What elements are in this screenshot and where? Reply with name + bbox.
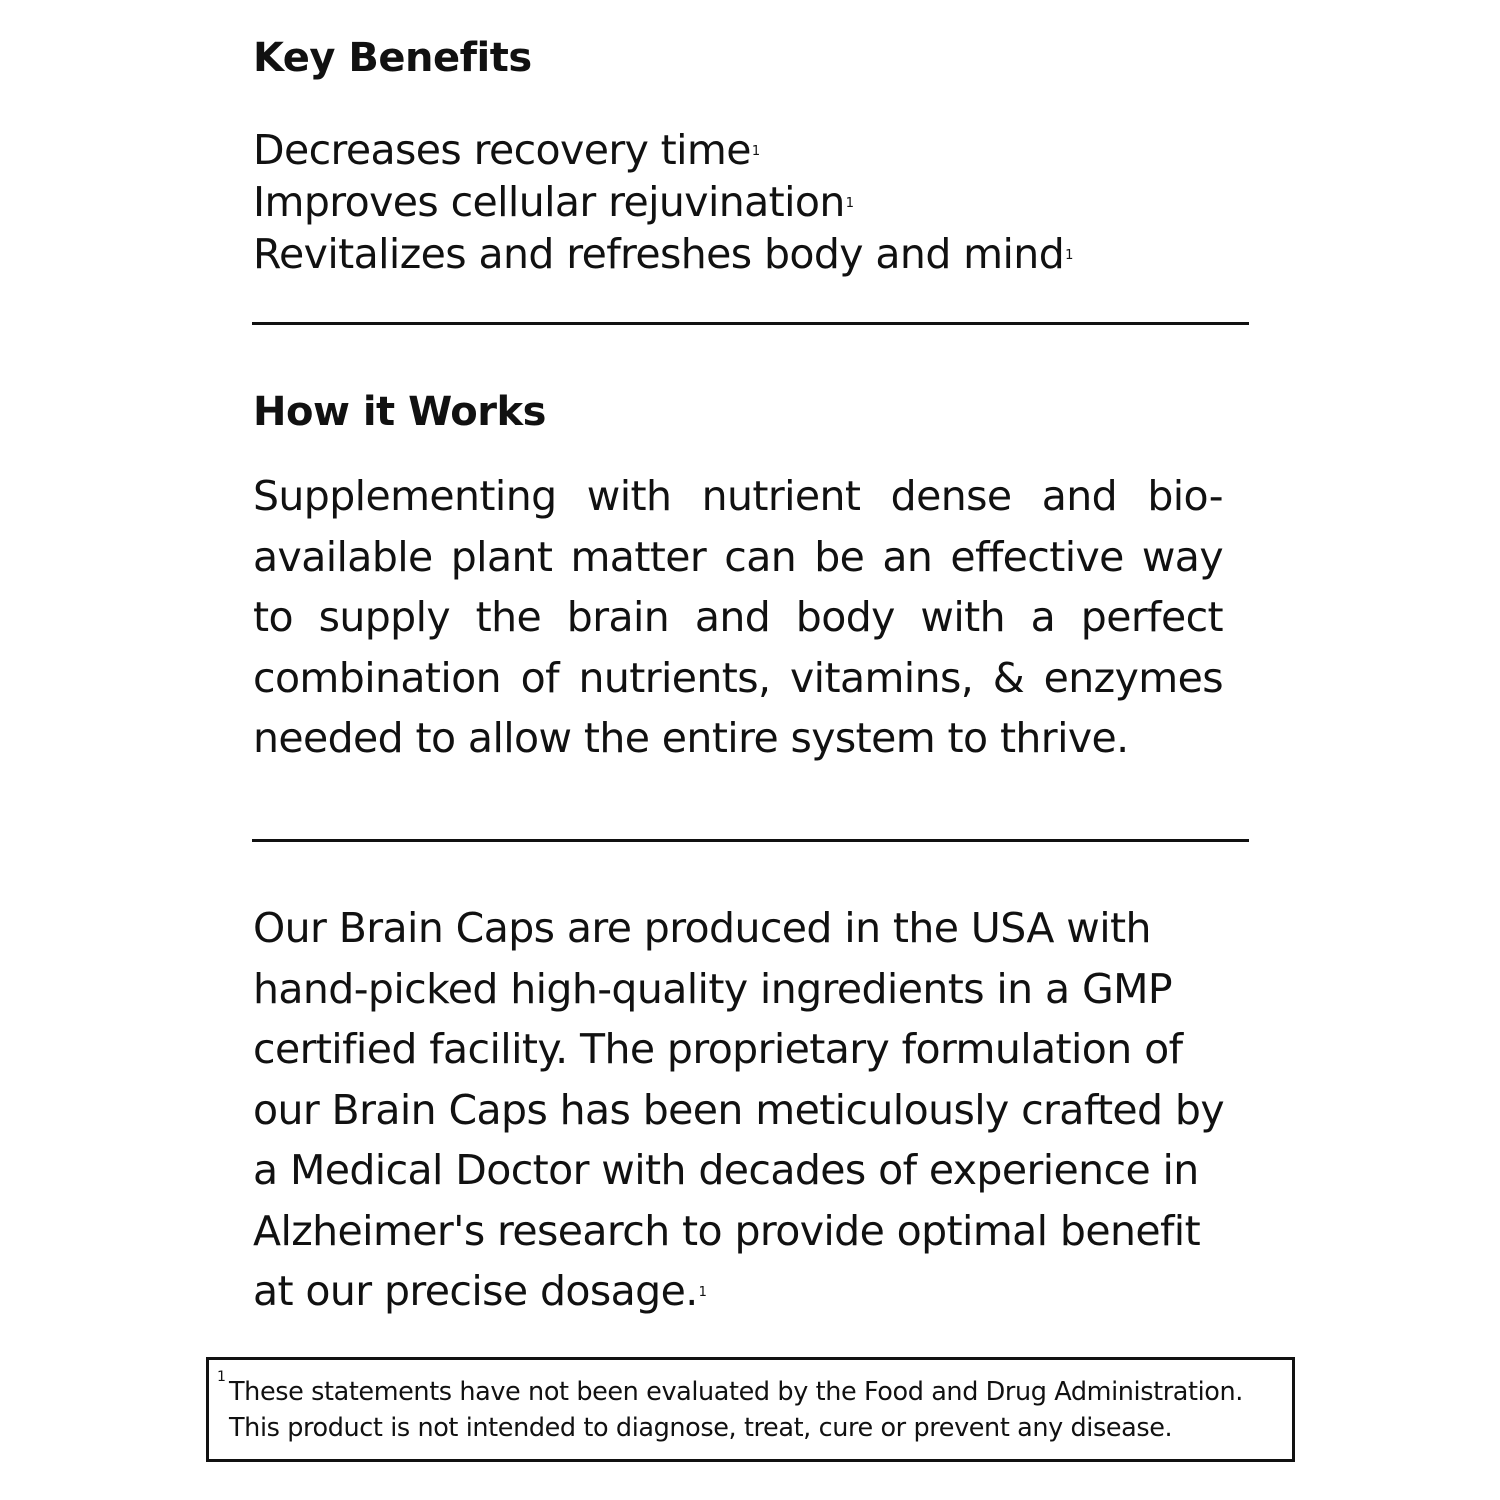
brain-caps-text: Our Brain Caps are produced in the USA with hand-picked high-quality ingredients in a GMP certified facility. The proprietary formulation of our Brain Caps has been meticulously crafted by a Medical Doctor with decades of experience in Alzheimer's research to provide optimal benefit at our precise dosage. bbox=[253, 904, 1224, 1315]
benefit-text: Revitalizes and refreshes body and mind bbox=[253, 230, 1065, 278]
how-it-works-paragraph: Supplementing with nutrient dense and bio-available plant matter can be an effective way to supply the brain and body with a perfect combination of nutrients, vitamins, & enzymes needed to allow the entire system to thrive. bbox=[253, 472, 1223, 762]
disclaimer-text bbox=[229, 1374, 1294, 1446]
how-it-works-heading: How it Works bbox=[253, 389, 546, 435]
key-benefits-heading: Key Benefits bbox=[253, 35, 532, 81]
disclaimer-line: This product is not intended to diagnose, treat, cure or prevent any disease. bbox=[229, 1413, 1173, 1443]
brain-caps-paragraph bbox=[253, 898, 1233, 1322]
benefit-text: Decreases recovery time bbox=[253, 126, 751, 174]
footnote-mark: 1 bbox=[698, 1285, 707, 1300]
benefit-item bbox=[253, 176, 1073, 228]
benefit-text: Improves cellular rejuvination bbox=[253, 178, 845, 226]
footnote-mark: 1 bbox=[1065, 248, 1073, 263]
footnote-mark: 1 bbox=[751, 144, 760, 159]
fda-disclaimer-box bbox=[206, 1357, 1295, 1462]
footnote-mark: 1 bbox=[217, 1369, 226, 1385]
benefit-item bbox=[253, 124, 1073, 176]
section-divider bbox=[252, 839, 1249, 842]
section-divider bbox=[252, 322, 1249, 325]
benefits-list bbox=[253, 124, 1073, 280]
benefit-item bbox=[253, 228, 1073, 280]
footnote-mark: 1 bbox=[845, 196, 854, 211]
disclaimer-line: These statements have not been evaluated by the Food and Drug Administration. bbox=[229, 1377, 1243, 1407]
